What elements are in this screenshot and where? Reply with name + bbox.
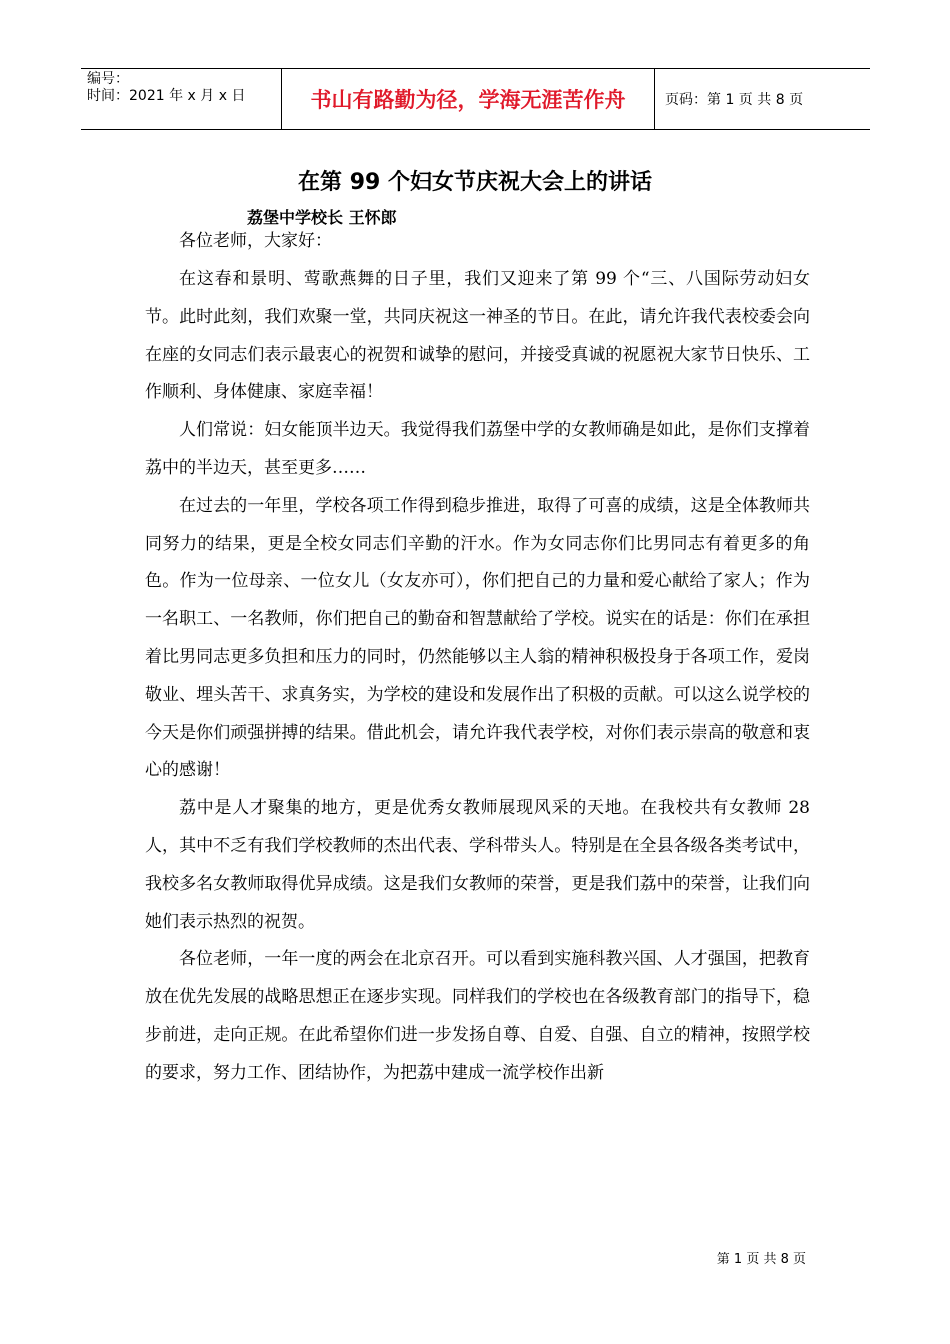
document-date-label: 时间：2021 年 x 月 x 日 xyxy=(87,88,246,104)
body-paragraph: 在这春和景明、莺歌燕舞的日子里，我们又迎来了第 99 个“三、八国际劳动妇女节。此时此刻，我们欢聚一堂，共同庆祝这一神圣的节日。在此，请允许我代表校委会向在座的女同志们表示最衷心的祝贺和诚挚的慰问，并接受真诚的祝愿祝大家节日快乐、工作顺利、身体健康、家庭幸福！ xyxy=(145,269,810,403)
body-paragraph: 各位老师，一年一度的两会在北京召开。可以看到实施科教兴国、人才强国，把教育放在优先发展的战略思想正在逐步实现。同样我们的学校也在各级教育部门的指导下，稳步前进，走向正规。在此希望你们进一步发扬自尊、自爱、自强、自立的精神，按照学校的要求，努力工作、团结协作，为把荔中建成一流学校作出新 xyxy=(145,949,810,1083)
document-title: 在第 99 个妇女节庆祝大会上的讲话 xyxy=(298,170,652,195)
header-motto: 书山有路勤为径，学海无涯苦作舟 xyxy=(310,88,626,112)
document-body xyxy=(145,226,810,1093)
header-motto-cell xyxy=(282,69,655,129)
header-page-number: 页码：第 1 页 共 8 页 xyxy=(665,92,804,108)
document-number-label: 编号： xyxy=(87,71,129,87)
header-meta-cell xyxy=(81,69,282,129)
document-author: 荔堡中学校长 王怀郎 xyxy=(247,208,397,227)
body-paragraph: 荔中是人才聚集的地方，更是优秀女教师展现风采的天地。在我校共有女教师 28 人，其中不乏有我们学校教师的杰出代表、学科带头人。特别是在全县各级各类考试中，我校多名女教师取得优异成绩。这是我们女教师的荣誉，更是我们荔中的荣誉，让我们向她们表示热烈的祝贺。 xyxy=(145,798,810,932)
salutation: 各位老师，大家好： xyxy=(179,231,332,251)
body-paragraph: 在过去的一年里，学校各项工作得到稳步推进，取得了可喜的成绩，这是全体教师共同努力的结果，更是全校女同志们辛勤的汗水。作为女同志你们比男同志有着更多的角色。作为一位母亲、一位女儿（女友亦可），你们把自己的力量和爱心献给了家人；作为一名职工、一名教师，你们把自己的勤奋和智慧献给了学校。说实在的话是：你们在承担着比男同志更多负担和压力的同时，仍然能够以主人翁的精神积极投身于各项工作，爱岗敬业、埋头苦干、求真务实，为学校的建设和发展作出了积极的贡献。可以这么说学校的今天是你们顽强拼搏的结果。借此机会，请允许我代表学校，对你们表示崇高的敬意和衷心的感谢！ xyxy=(145,495,810,781)
footer-page-number: 第 1 页 共 8 页 xyxy=(716,1252,806,1267)
header-table xyxy=(81,68,870,130)
body-paragraph: 人们常说：妇女能顶半边天。我觉得我们荔堡中学的女教师确是如此，是你们支撑着荔中的半边天，甚至更多…… xyxy=(145,420,810,478)
header-page-cell xyxy=(655,69,870,129)
